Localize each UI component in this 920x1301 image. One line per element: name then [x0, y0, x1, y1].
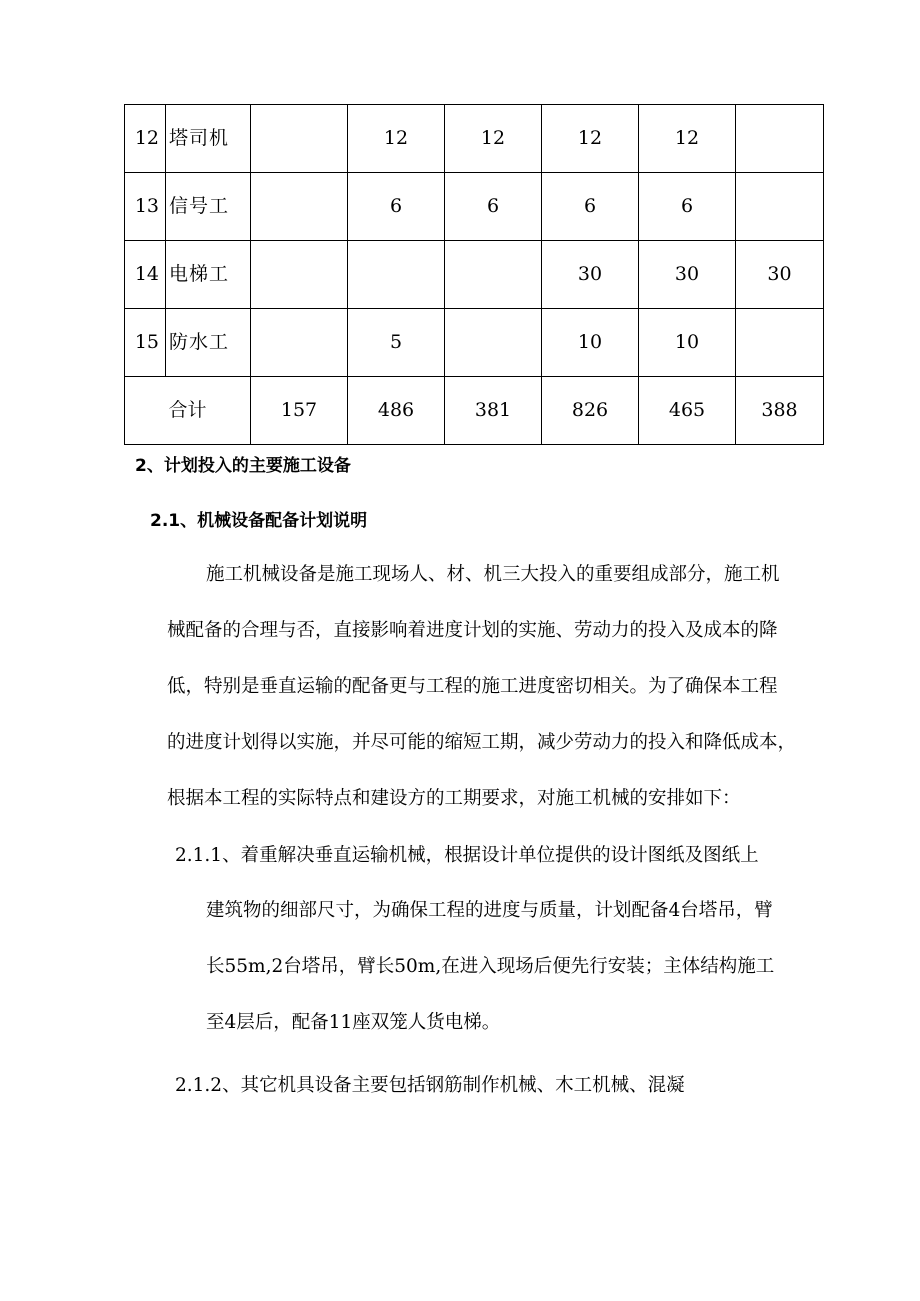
trade-name: 电梯工: [166, 241, 251, 309]
total-label: 合计: [125, 377, 251, 445]
paragraph-line: 械配备的合理与否，直接影响着进度计划的实施、劳动力的投入及成本的降: [167, 620, 778, 641]
table-cell: 10: [639, 309, 736, 377]
total-cell: 486: [348, 377, 445, 445]
trade-name: 信号工: [166, 173, 251, 241]
table-cell: 6: [445, 173, 542, 241]
table-cell: 5: [348, 309, 445, 377]
table-cell: 6: [542, 173, 639, 241]
total-cell: 465: [639, 377, 736, 445]
subsection-heading: 2.1、机械设备配备计划说明: [150, 511, 368, 531]
labor-table: [124, 104, 824, 445]
table-cell: 10: [542, 309, 639, 377]
table-cell: [736, 105, 824, 173]
total-cell: 826: [542, 377, 639, 445]
table-cell: 12: [348, 105, 445, 173]
table-cell: 6: [639, 173, 736, 241]
row-number: 14: [125, 241, 166, 309]
paragraph-line: 2.1.2、其它机具设备主要包括钢筋制作机械、木工机械、混凝: [175, 1075, 685, 1096]
table-row: [125, 105, 824, 173]
paragraph-line: 2.1.1、着重解决垂直运输机械，根据设计单位提供的设计图纸及图纸上: [175, 845, 759, 866]
section-heading: 2、计划投入的主要施工设备: [135, 456, 351, 476]
row-number: 13: [125, 173, 166, 241]
table-cell: [736, 309, 824, 377]
table-cell: [445, 241, 542, 309]
table-cell: 30: [639, 241, 736, 309]
total-cell: 157: [251, 377, 348, 445]
trade-name: 塔司机: [166, 105, 251, 173]
table-cell: [736, 173, 824, 241]
table-cell: [251, 241, 348, 309]
table-cell: [251, 105, 348, 173]
paragraph-line: 根据本工程的实际特点和建设方的工期要求，对施工机械的安排如下：: [167, 788, 741, 809]
table-cell: [251, 173, 348, 241]
paragraph-line: 建筑物的细部尺寸，为确保工程的进度与质量，计划配备4台塔吊，臂: [206, 900, 773, 921]
trade-name: 防水工: [166, 309, 251, 377]
table-cell: 30: [542, 241, 639, 309]
table-total-row: [125, 377, 824, 445]
paragraph-line: 低，特别是垂直运输的配备更与工程的施工进度密切相关。为了确保本工程: [167, 676, 778, 697]
table-cell: 30: [736, 241, 824, 309]
table-cell: [348, 241, 445, 309]
total-cell: 388: [736, 377, 824, 445]
total-cell: 381: [445, 377, 542, 445]
paragraph-line: 至4层后，配备11座双笼人货电梯。: [206, 1012, 501, 1033]
table-cell: [445, 309, 542, 377]
paragraph-line: 施工机械设备是施工现场人、材、机三大投入的重要组成部分，施工机: [206, 564, 780, 585]
paragraph-line: 长55m,2台塔吊，臂长50m,在进入现场后便先行安装；主体结构施工: [206, 956, 775, 977]
table-row: [125, 173, 824, 241]
table-cell: 12: [542, 105, 639, 173]
table-row: [125, 309, 824, 377]
row-number: 15: [125, 309, 166, 377]
table-row: [125, 241, 824, 309]
row-number: 12: [125, 105, 166, 173]
table-cell: 6: [348, 173, 445, 241]
table-cell: 12: [639, 105, 736, 173]
paragraph-line: 的进度计划得以实施，并尽可能的缩短工期，减少劳动力的投入和降低成本，: [167, 732, 797, 753]
table-cell: 12: [445, 105, 542, 173]
table-cell: [251, 309, 348, 377]
